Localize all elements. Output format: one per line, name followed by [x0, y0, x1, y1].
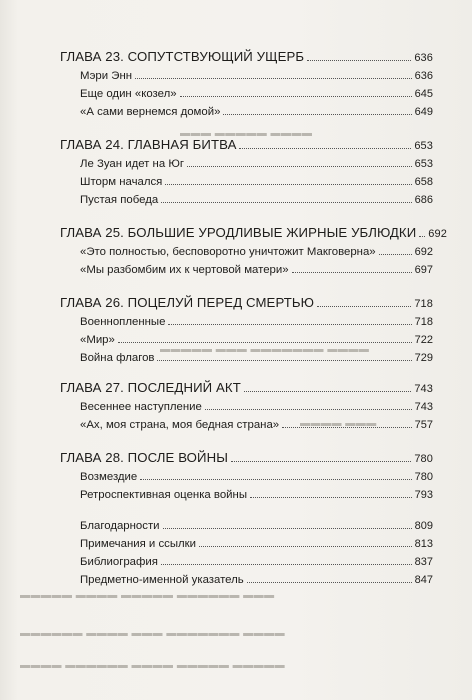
- leader-dots: [379, 254, 412, 255]
- page-number: 692: [414, 246, 433, 258]
- chapter-title: ГЛАВА 24. ГЛАВНАЯ БИТВА: [60, 137, 237, 152]
- toc-entry[interactable]: [60, 468, 433, 486]
- toc-entry[interactable]: [60, 155, 433, 173]
- entry-title: Благодарности: [80, 520, 160, 532]
- toc-entry-back-matter[interactable]: [60, 535, 433, 553]
- page-number: 697: [414, 264, 433, 276]
- entry-title: «Мир»: [80, 334, 115, 346]
- chapter-heading-27[interactable]: [60, 377, 433, 398]
- toc-entry[interactable]: [60, 331, 433, 349]
- entry-title: Война флагов: [80, 352, 155, 364]
- show-through-text: ▬▬▬ ▬▬▬▬▬ ▬▬▬▬: [180, 128, 313, 139]
- leader-dots: [199, 546, 412, 547]
- page-number: 809: [414, 520, 433, 532]
- page-number: 653: [414, 140, 433, 152]
- leader-dots: [205, 409, 412, 410]
- leader-dots: [157, 360, 411, 361]
- spacer: [60, 209, 433, 222]
- chapter-heading-24[interactable]: [60, 134, 433, 155]
- toc-entry[interactable]: [60, 313, 433, 331]
- leader-dots: [244, 391, 411, 392]
- entry-title: Библиография: [80, 556, 158, 568]
- entry-title: Шторм начался: [80, 176, 163, 188]
- chapter-title: ГЛАВА 23. СОПУТСТВУЮЩИЙ УЩЕРБ: [60, 49, 305, 64]
- spacer: [60, 121, 433, 134]
- page-number: 649: [414, 106, 433, 118]
- leader-dots: [292, 272, 412, 273]
- toc-entry[interactable]: [60, 243, 433, 261]
- show-through-text: ▬▬▬▬ ▬▬▬: [300, 418, 377, 429]
- spacer: [60, 504, 433, 517]
- leader-dots: [165, 184, 411, 185]
- leader-dots: [161, 564, 412, 565]
- toc-entry[interactable]: [60, 349, 433, 367]
- leader-dots: [231, 461, 411, 462]
- toc-entry[interactable]: [60, 85, 433, 103]
- entry-title: Пустая победа: [80, 194, 159, 206]
- toc-entry-back-matter[interactable]: [60, 517, 433, 535]
- leader-dots: [168, 324, 411, 325]
- leader-dots: [118, 342, 412, 343]
- chapter-heading-23[interactable]: [60, 46, 433, 67]
- entry-title: «Мы разбомбим их к чертовой матери»: [80, 264, 289, 276]
- entry-title: «А сами вернемся домой»: [80, 106, 221, 118]
- show-through-text: ▬▬▬▬ ▬▬▬▬▬▬ ▬▬▬▬ ▬▬▬▬▬ ▬▬▬▬▬: [20, 660, 286, 671]
- chapter-heading-26[interactable]: [60, 292, 433, 313]
- chapter-heading-25[interactable]: [60, 222, 447, 243]
- page-number: 686: [414, 194, 433, 206]
- leader-dots: [163, 528, 412, 529]
- leader-dots: [282, 427, 412, 428]
- leader-dots: [161, 202, 411, 203]
- leader-dots: [135, 78, 412, 79]
- page-number: 743: [414, 383, 433, 395]
- toc-entry-back-matter[interactable]: [60, 553, 433, 571]
- page-number: 658: [414, 176, 433, 188]
- leader-dots: [307, 60, 411, 61]
- page-number: 757: [414, 419, 433, 431]
- page-number: 718: [414, 298, 433, 310]
- toc-entry[interactable]: [60, 103, 433, 121]
- page-number: 813: [414, 538, 433, 550]
- show-through-text: ▬▬▬▬▬▬ ▬▬▬▬ ▬▬▬ ▬▬▬▬▬▬▬ ▬▬▬▬: [20, 628, 286, 639]
- chapter-title: ГЛАВА 28. ПОСЛЕ ВОЙНЫ: [60, 450, 228, 465]
- page-number: 636: [414, 70, 433, 82]
- chapter-title: ГЛАВА 26. ПОЦЕЛУЙ ПЕРЕД СМЕРТЬЮ: [60, 295, 315, 310]
- page-number: 793: [414, 489, 433, 501]
- toc-entry[interactable]: [60, 398, 433, 416]
- page-number: 729: [414, 352, 433, 364]
- toc-entry[interactable]: [60, 191, 433, 209]
- entry-title: Весеннее наступление: [80, 401, 202, 413]
- leader-dots: [140, 479, 411, 480]
- page-number: 636: [414, 52, 433, 64]
- leader-dots: [419, 236, 425, 237]
- page-number: 847: [414, 574, 433, 586]
- page-number: 780: [414, 471, 433, 483]
- toc-entry[interactable]: [60, 486, 433, 504]
- show-through-text: ▬▬▬▬▬ ▬▬▬ ▬▬▬▬▬▬▬ ▬▬▬▬: [160, 344, 370, 355]
- entry-title: Предметно-именной указатель: [80, 574, 244, 586]
- leader-dots: [239, 148, 411, 149]
- leader-dots: [250, 497, 412, 498]
- page-number: 780: [414, 453, 433, 465]
- chapter-heading-28[interactable]: [60, 447, 433, 468]
- leader-dots: [317, 306, 411, 307]
- entry-title: Возмездие: [80, 471, 138, 483]
- entry-title: Ле Зуан идет на Юг: [80, 158, 185, 170]
- page-number: 692: [428, 228, 447, 240]
- toc-entry-back-matter[interactable]: [60, 571, 433, 589]
- toc-entry[interactable]: [60, 416, 433, 434]
- table-of-contents: [60, 46, 447, 589]
- entry-title: Ретроспективная оценка войны: [80, 489, 248, 501]
- page-number: 722: [414, 334, 433, 346]
- leader-dots: [187, 166, 412, 167]
- page-number: 718: [414, 316, 433, 328]
- chapter-title: ГЛАВА 27. ПОСЛЕДНИЙ АКТ: [60, 380, 241, 395]
- entry-title: «Ах, моя страна, моя бедная страна»: [80, 419, 280, 431]
- entry-title: Еще один «козел»: [80, 88, 177, 100]
- leader-dots: [247, 582, 412, 583]
- leader-dots: [223, 114, 411, 115]
- page-number: 837: [414, 556, 433, 568]
- show-through-text: ▬▬▬▬▬ ▬▬▬▬ ▬▬▬▬▬ ▬▬▬▬▬▬ ▬▬▬: [20, 590, 275, 601]
- leader-dots: [180, 96, 412, 97]
- toc-entry[interactable]: [60, 261, 433, 279]
- entry-title: «Это полностью, бесповоротно уничтожит Макговерна»: [80, 246, 376, 258]
- page-number: 743: [414, 401, 433, 413]
- toc-entry[interactable]: [60, 67, 433, 85]
- chapter-title: ГЛАВА 25. БОЛЬШИЕ УРОДЛИВЫЕ ЖИРНЫЕ УБЛЮДКИ: [60, 225, 417, 240]
- spacer: [60, 279, 433, 292]
- entry-title: Военнопленные: [80, 316, 166, 328]
- spacer: [60, 367, 433, 377]
- entry-title: Примечания и ссылки: [80, 538, 197, 550]
- entry-title: Мэри Энн: [80, 70, 133, 82]
- toc-entry[interactable]: [60, 173, 433, 191]
- spacer: [60, 434, 433, 447]
- page-number: 653: [414, 158, 433, 170]
- page-number: 645: [414, 88, 433, 100]
